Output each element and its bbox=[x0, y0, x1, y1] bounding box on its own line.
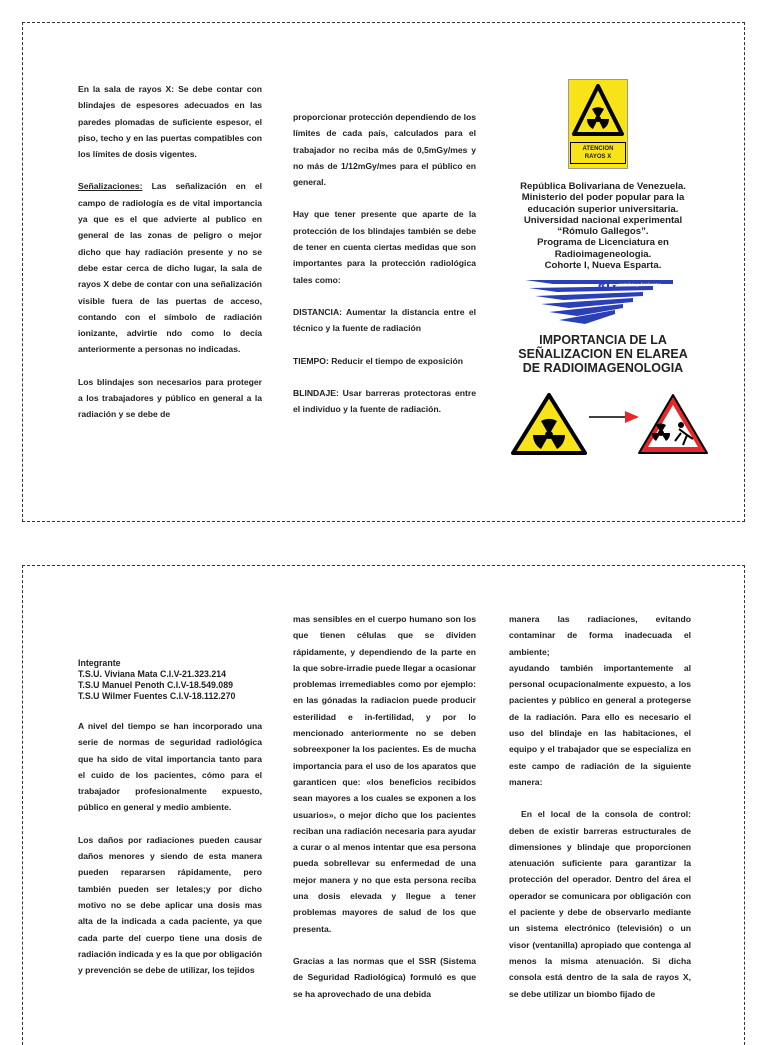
team-members: Integrante T.S.U. Viviana Mata C.I.V-21.323.214 T.S.U Manuel Penoth C.I.V-18.549.089 T.S.U Wilmer Fuentes C.I.V-18.112.270 bbox=[78, 658, 236, 701]
radiation-triangle-icon bbox=[569, 80, 627, 140]
paragraph: Los daños por radiaciones pueden causar daños menores y siendo de esta manera pueden repararsen rápidamente, pero también pueden ser letales;y por dicho motivo no se debe aplicar una dosis mas alta de la indicada a cada paciente, ya que cada parte del cuerpo tiene una dosis de radiación indicada y es la que por obligación y prevención se debe de utilizar, los tejidos bbox=[78, 834, 262, 976]
paragraph: En el local de la consola de control: deben de existir barreras estructurales de dimensiones y blindaje que proporcionen atenuación suficiente para garantizar la protección del operador. Dentro del área el operador se comunicara por obligación con el paciente y debe de observarlo mediante un sistema electrónico (televisión) o un visor (ventanilla) apropiado que contenga al menos la misma atenuación. Si dicha consola está dentro de la sala de rayos X, se debe utilizar un biombo fijado de bbox=[509, 809, 691, 999]
university-logo bbox=[523, 276, 683, 328]
paragraph: BLINDAJE: Usar barreras protectoras entre el individuo y la fuente de radiación. bbox=[293, 387, 476, 415]
paragraph: ayudando también importantemente al personal ocupacionalmente expuesto, a los pacientes y público en general a protegerse de la radiación. Para ello es necesario el uso del blindaje en las habitaciones, el equipo y el trabajador que se especializa en este campo de radiación de la siguiente manera: bbox=[509, 662, 691, 787]
radiation-danger-icon bbox=[639, 395, 707, 453]
institution-header: República Bolivariana de Venezuela. Ministerio del poder popular para la educación superior universitaria. Universidad nacional experimental “Rómulo Gallegos”. Programa de Licenciatura en Radioimageneologia. Cohorte I, Nueva Esparta. bbox=[520, 181, 686, 272]
page2-column-2 bbox=[293, 611, 476, 1018]
page2-column-1 bbox=[78, 658, 262, 994]
paragraph: Hay que tener presente que aparte de la protección de los blindajes también se debe de tener en cuenta ciertas medidas que son importantes para la protección radiológica tales como: bbox=[293, 209, 476, 285]
page1-column-1 bbox=[78, 81, 262, 439]
logo-letters: RG bbox=[597, 278, 617, 293]
paragraph: Señalizaciones: Las señalización en el campo de radiología es de vital importancia ya que es el que advierte al publico en general de las zonas de peligro o mejor dicho que hay radiación presente y no se debe estar cerca de dicho lugar, la sala de rayos X debe de contar con una señalización visible fuera de las puertas de acceso, contando con el símbolo de radiación ionizante, advirtie ndo como lo decía anteriormente a personas no indicadas. bbox=[78, 181, 262, 355]
page1-column-2 bbox=[293, 109, 476, 433]
paragraph: TIEMPO: Reducir el tiempo de exposición bbox=[293, 355, 463, 366]
section-heading: Señalizaciones: bbox=[78, 181, 143, 192]
radiation-warning-sign bbox=[568, 79, 628, 169]
paragraph: DISTANCIA: Aumentar la distancia entre el técnico y la fuente de radiación bbox=[293, 306, 476, 334]
paragraph: Gracias a las normas que el SSR (Sistema de Seguridad Radiológica) formuló es que se ha aprovechado de una debida bbox=[293, 955, 476, 999]
hazard-illustration bbox=[511, 391, 711, 457]
brochure-title: IMPORTANCIA DE LA SEÑALIZACION EN ELAREA DE RADIOIMAGENOLOGIA bbox=[518, 333, 688, 375]
paragraph: En la sala de rayos X: Se debe contar con blindajes de espesores adecuados en las paredes plomadas de suficiente espesor, el piso, techo y en las puertas compatibles con los límites de dosis vigentes. bbox=[78, 84, 262, 160]
paragraph: A nivel del tiempo se han incorporado una serie de normas de seguridad radiológica que ha sido de vital importancia tanto para el cuido de los pacientes, cómo para el trabajador profesionalmente expuesto, público en general y medio ambiente. bbox=[78, 721, 262, 813]
brochure-page-2 bbox=[22, 565, 745, 1045]
paragraph: mas sensibles en el cuerpo humano son los que tienen células que se dividen rápidamente, y dependiendo de la parte en la que sobre-irradie puede llegar a ocasionar problemas irremediables como por ejemplo: en las gónadas la radiacion puede producir esterilidad e in-fertilidad, y por lo mencionado anteriormente no se deben sobreexponer la los pacientes. Es de mucha importancia para el uso de los aparatos que garanticen que: «los beneficios recibidos sean mayores a los cuales se exponen a los usuarios», o mejor dicho que los pacientes reciban una radiación necesaria para ayudar a curar o al menos intentar que esa persona pueda sobrellevar su enfermedad de una mejor manera y no que esta persona reciba una dosis elevada y llegue a tener problemas mayores de salud de los que presenta. bbox=[293, 614, 476, 934]
logo-slogan: caminos y horizontes bbox=[619, 283, 662, 288]
radiation-symbol-icon bbox=[513, 395, 585, 453]
arrow-right-icon bbox=[589, 411, 639, 423]
paragraph: Los blindajes son necesarios para proteger a los trabajadores y público en general a la radiación y se debe de bbox=[78, 376, 262, 420]
page2-column-3 bbox=[509, 611, 691, 1018]
brochure-page-1 bbox=[22, 22, 745, 522]
paragraph: proporcionar protección dependiendo de los límites de cada país, calculados para el trabajador no reciba más de 0,5mGy/mes y no más de 1/12mGy/mes para el público en general. bbox=[293, 112, 476, 188]
paragraph: manera las radiaciones, evitando contaminar de forma inadecuada el ambiente; bbox=[509, 614, 691, 657]
sign-label: ATENCION RAYOS X bbox=[570, 142, 626, 164]
